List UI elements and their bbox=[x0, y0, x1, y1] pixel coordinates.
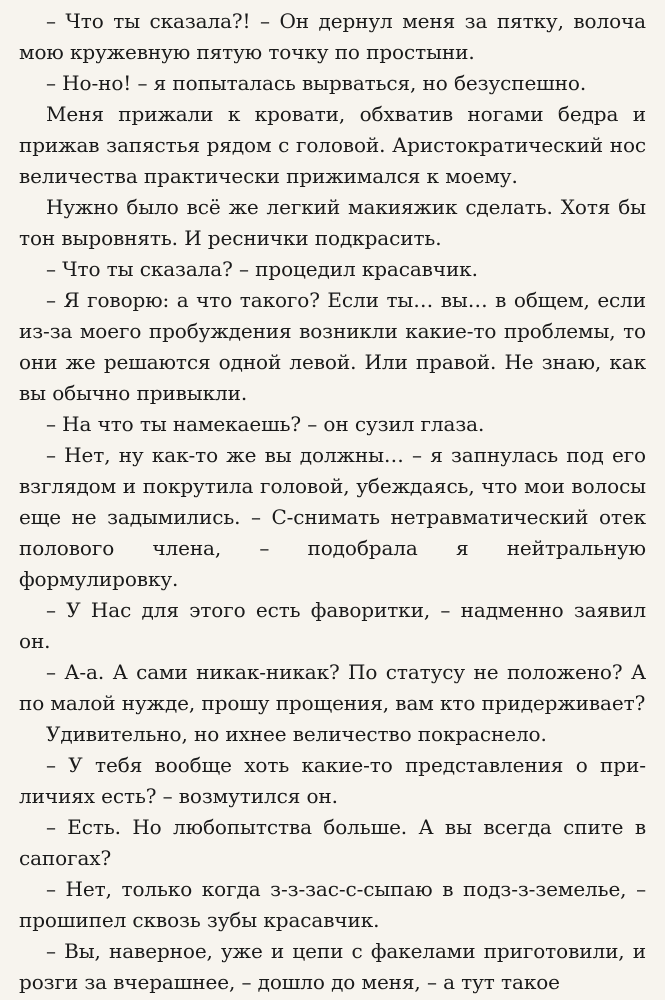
paragraph-2: – Но-но! – я попыталась вырваться, но безуспешно. bbox=[46, 71, 587, 95]
paragraph-14: – Нет, только когда з-з-зас-с-сыпаю в подз-з-земелье, – прошипел сквозь зубы красавчик. bbox=[19, 877, 646, 932]
paragraph-7: – На что ты намекаешь? – он сузил глаза. bbox=[46, 412, 485, 436]
paragraph-13: – Есть. Но любопытства больше. А вы всегда спите в сапогах? bbox=[19, 815, 646, 870]
paragraph-11: Удивительно, но ихнее величество покраснело. bbox=[46, 722, 547, 746]
paragraph-10: – А-а. А сами никак-никак? По статусу не положено? А по малой нужде, прошу прощения, вам кто придерживает? bbox=[19, 660, 646, 715]
paragraph-8: – Нет, ну как-то же вы должны… – я запнулась под его взглядом и покрутила головой, убеждаясь, что мои волосы еще не задымились. – С-снимать нетравматический отек полового члена, – подобрала я нейтральную формулировку. bbox=[19, 443, 646, 591]
paragraph-6: – Я говорю: а что такого? Если ты… вы… в общем, если из-за моего пробуждения возникли какие-то проблемы, то они же решаются одной левой. Или правой. Не знаю, как вы обычно привыкли. bbox=[19, 288, 646, 405]
paragraph-12: – У тебя вообще хоть какие-то представления о приличиях есть? – возмутился он. bbox=[19, 753, 646, 808]
paragraph-4: Нужно было всё же легкий макияжик сделать. Хотя бы тон выровнять. И реснички подкрасить. bbox=[19, 195, 646, 250]
page-text bbox=[19, 6, 646, 998]
paragraph-9: – У Нас для этого есть фаворитки, – надменно заявил он. bbox=[19, 598, 646, 653]
paragraph-1: – Что ты сказала?! – Он дернул меня за пятку, волоча мою кружевную пятую точку по простыни. bbox=[19, 9, 646, 64]
paragraph-15: – Вы, наверное, уже и цепи с факелами приготовили, и розги за вчерашнее, – дошло до меня, – а тут такое bbox=[19, 939, 646, 994]
paragraph-5: – Что ты сказала? – процедил красавчик. bbox=[46, 257, 478, 281]
paragraph-3: Меня прижали к кровати, обхватив ногами бедра и прижав запястья рядом с головой. Аристократический нос величества практически прижимался к моему. bbox=[19, 102, 646, 188]
